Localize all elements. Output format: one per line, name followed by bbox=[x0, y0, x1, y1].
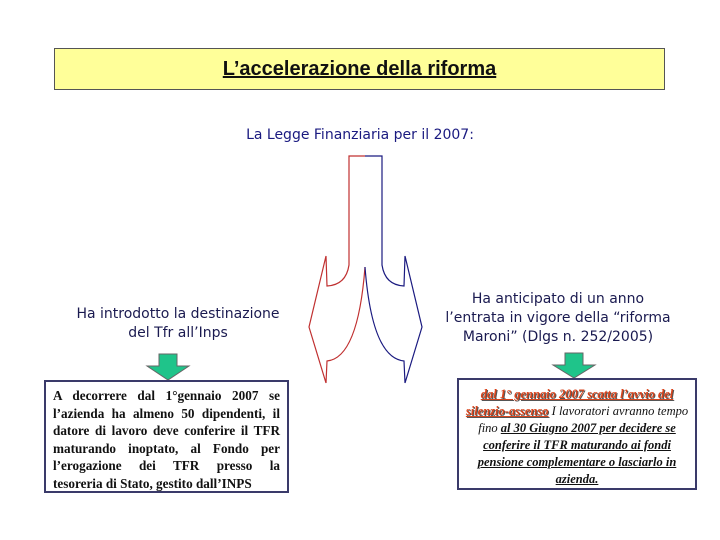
box-line: maturando inoptato, al Fondo per bbox=[53, 440, 280, 456]
left-down-arrow-icon bbox=[147, 354, 189, 380]
right-down-arrow-icon bbox=[553, 353, 595, 378]
box-line: l’azienda ha almeno 50 dipendenti, il bbox=[53, 405, 280, 421]
right-label-line: Maroni” (Dlgs n. 252/2005) bbox=[462, 329, 654, 345]
left-label-line: del Tfr all’Inps bbox=[128, 325, 228, 341]
subtitle: La Legge Finanziaria per il 2007: bbox=[246, 127, 474, 143]
highlight-text: dal 1° gennaio 2007 scatta l’avvio del bbox=[480, 387, 674, 401]
right-label bbox=[440, 290, 676, 347]
right-label-line: Ha anticipato di un anno bbox=[471, 291, 645, 307]
left-label-line: Ha introdotto la destinazione bbox=[76, 306, 280, 322]
box-line: A decorrere dal 1°gennaio 2007 se bbox=[53, 388, 280, 403]
blue-split-arrow-icon bbox=[365, 156, 422, 383]
bold-text: al 30 Giugno 2007 per decidere se conferire il TFR maturando ai fondi pensione complementare o lasciarlo in azienda. bbox=[477, 421, 677, 486]
left-info-box bbox=[44, 380, 289, 493]
left-label bbox=[60, 305, 296, 343]
slide-title: L’accelerazione della riforma bbox=[222, 57, 497, 80]
red-split-arrow-icon bbox=[309, 156, 365, 383]
box-line: tesoreria di Stato, gestito dall’INPS bbox=[53, 475, 252, 491]
body-text: I lavoratori avranno tempo fino bbox=[478, 404, 689, 435]
box-line: l’erogazione dei TFR presso la bbox=[53, 458, 280, 473]
right-label-line: l’entrata in vigore della “riforma bbox=[445, 310, 671, 326]
right-info-box bbox=[457, 378, 697, 490]
box-line: datore di lavoro deve conferire il TFR bbox=[53, 423, 280, 438]
highlight-text: silenzio-assenso bbox=[465, 404, 549, 418]
